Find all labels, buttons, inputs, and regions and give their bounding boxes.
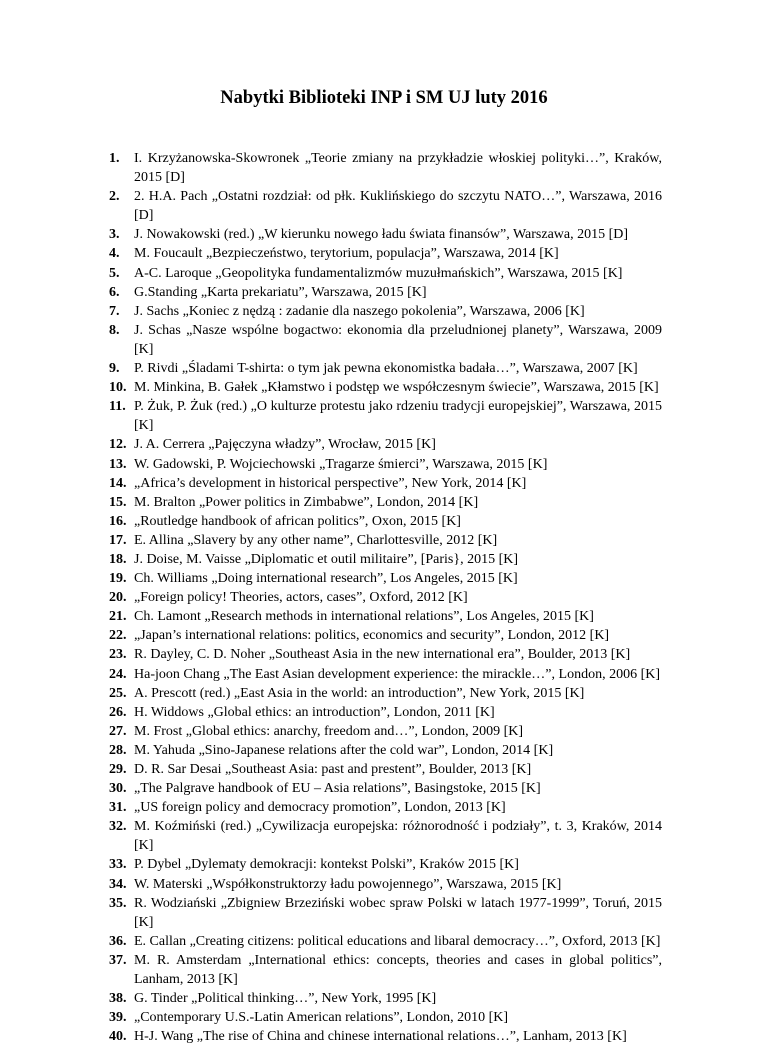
item-number: 40. (109, 1029, 127, 1045)
item-text: Ha-joon Chang „The East Asian development experience: the mirackle…”, London, 2006 [K] (134, 666, 660, 682)
item-number: 11. (109, 399, 126, 415)
item-number: 3. (109, 227, 120, 243)
list-item (109, 645, 662, 664)
item-text: „Foreign policy! Theories, actors, cases”, Oxford, 2012 [K] (134, 590, 468, 606)
item-number: 32. (109, 819, 127, 835)
item-number: 10. (109, 380, 127, 396)
item-text: D. R. Sar Desai „Southeast Asia: past and prestent”, Boulder, 2013 [K] (134, 762, 532, 777)
item-number: 38. (109, 991, 127, 1007)
item-text: J. Schas „Nasze wspólne bogactwo: ekonomia dla przeludnionej planety”, Warszawa, 2009 [K] (134, 322, 662, 357)
list-item (109, 455, 662, 474)
item-text: J. Nowakowski (red.) „W kierunku nowego ładu świata finansów”, Warszawa, 2015 [D] (134, 227, 629, 243)
item-number: 16. (109, 513, 127, 529)
item-number: 27. (109, 723, 127, 739)
list-item (109, 760, 662, 779)
list-item (109, 989, 662, 1008)
item-text: M. Foucault „Bezpieczeństwo, terytorium, populacja”, Warszawa, 2014 [K] (134, 246, 559, 262)
item-text: Ch. Williams „Doing international research”, Los Angeles, 2015 [K] (134, 571, 518, 587)
item-number: 22. (109, 628, 127, 644)
item-number: 5. (109, 265, 120, 281)
list-item (109, 932, 662, 951)
item-text: R. Wodziański „Zbigniew Brzeziński wobec spraw Polski w latach 1977-1999”, Toruń, 2015 [K] (134, 895, 662, 930)
item-number: 30. (109, 781, 127, 797)
list-item (109, 722, 662, 741)
list-item (109, 588, 662, 607)
list-item (109, 321, 662, 359)
list-item (109, 741, 662, 760)
item-number: 28. (109, 742, 127, 758)
item-number: 37. (109, 952, 127, 968)
list-item (109, 531, 662, 550)
item-text: J. A. Cerrera „Pajęczyna władzy”, Wrocław, 2015 [K] (134, 437, 436, 453)
item-number: 8. (109, 322, 120, 338)
item-text: G.Standing „Karta prekariatu”, Warszawa, 2015 [K] (134, 284, 427, 300)
list-item (109, 474, 662, 493)
item-number: 34. (109, 876, 127, 892)
item-number: 23. (109, 647, 127, 663)
item-number: 31. (109, 800, 127, 816)
item-text: M. Yahuda „Sino-Japanese relations after the cold war”, London, 2014 [K] (134, 742, 554, 758)
document-title: Nabytki Biblioteki INP i SM UJ luty 2016 (220, 88, 548, 108)
list-item (109, 378, 662, 397)
item-text: A-C. Laroque „Geopolityka fundamentalizmów muzułmańskich”, Warszawa, 2015 [K] (134, 265, 623, 281)
item-text: W. Materski „Współkonstruktorzy ładu powojennego”, Warszawa, 2015 [K] (134, 876, 562, 892)
list-item (109, 894, 662, 932)
item-number: 36. (109, 933, 127, 949)
item-text: P. Dybel „Dylematy demokracji: kontekst Polski”, Kraków 2015 [K] (134, 857, 519, 873)
list-item (109, 435, 662, 454)
list-item (109, 951, 662, 989)
list-item (109, 493, 662, 512)
item-number: 26. (109, 704, 127, 720)
list-item (109, 1027, 662, 1046)
list-item (109, 264, 662, 283)
list-item (109, 512, 662, 531)
item-number: 33. (109, 857, 127, 873)
item-number: 12. (109, 437, 127, 453)
item-number: 7. (109, 303, 120, 319)
list-item (109, 703, 662, 722)
item-text: Ch. Lamont „Research methods in international relations”, Los Angeles, 2015 [K] (134, 609, 594, 625)
item-text: M. Minkina, B. Gałek „Kłamstwo i podstęp we współczesnym świecie”, Warszawa, 2015 [K] (134, 380, 659, 396)
item-number: 6. (109, 284, 120, 300)
item-number: 19. (109, 571, 127, 587)
item-text: „US foreign policy and democracy promotion”, London, 2013 [K] (134, 800, 506, 816)
list-item (109, 684, 662, 703)
list-item (109, 665, 662, 684)
list-item (109, 302, 662, 321)
item-text: P. Rivdi „Śladami T-shirta: o tym jak pewna ekonomistka badała…”, Warszawa, 2007 [K] (134, 361, 638, 377)
list-item (109, 607, 662, 626)
item-number: 17. (109, 532, 127, 548)
item-text: 2. H.A. Pach „Ostatni rozdział: od płk. Kuklińskiego do szczytu NATO…”, Warszawa, 2016 [D] (134, 189, 662, 224)
list-item (109, 855, 662, 874)
item-text: J. Doise, M. Vaisse „Diplomatic et outil militaire”, [Paris}, 2015 [K] (134, 551, 519, 567)
item-number: 18. (109, 551, 127, 567)
list-item (109, 187, 662, 225)
item-number: 25. (109, 685, 127, 701)
list-item (109, 550, 662, 569)
item-text: P. Żuk, P. Żuk (red.) „O kulturze protestu jako rdzeniu tradycji europejskiej”, Warszawa, 2015 [K] (134, 399, 662, 434)
item-number: 4. (109, 246, 120, 262)
item-text: „The Palgrave handbook of EU – Asia relations”, Basingstoke, 2015 [K] (134, 781, 541, 797)
item-text: A. Prescott (red.) „East Asia in the world: an introduction”, New York, 2015 [K] (134, 685, 585, 701)
list-item (109, 798, 662, 817)
item-text: M. R. Amsterdam „International ethics: concepts, theories and cases in global politics”, Lanham, 2013 [K] (134, 952, 662, 988)
list-item (109, 283, 662, 302)
list-item (109, 875, 662, 894)
item-number: 9. (109, 361, 120, 377)
item-text: J. Sachs „Koniec z nędzą : zadanie dla naszego pokolenia”, Warszawa, 2006 [K] (134, 303, 585, 319)
item-number: 2. (109, 189, 120, 205)
item-text: E. Allina „Slavery by any other name”, Charlottesville, 2012 [K] (134, 532, 498, 548)
item-text: M. Bralton „Power politics in Zimbabwe”, London, 2014 [K] (134, 494, 479, 510)
item-text: „Contemporary U.S.-Latin American relations”, London, 2010 [K] (134, 1010, 509, 1026)
list-item (109, 817, 662, 855)
item-text: H. Widdows „Global ethics: an introduction”, London, 2011 [K] (134, 704, 495, 720)
item-number: 21. (109, 609, 127, 625)
item-number: 39. (109, 1010, 127, 1026)
item-text: G. Tinder „Political thinking…”, New York, 1995 [K] (134, 991, 437, 1007)
item-text: R. Dayley, C. D. Noher „Southeast Asia in the new international era”, Boulder, 2013 [K] (134, 647, 631, 663)
list-item (109, 149, 662, 187)
item-number: 24. (109, 666, 127, 682)
item-text: „Africa’s development in historical perspective”, New York, 2014 [K] (134, 475, 527, 491)
item-text: M. Frost „Global ethics: anarchy, freedom and…”, London, 2009 [K] (134, 723, 524, 739)
item-number: 15. (109, 494, 127, 510)
item-text: „Routledge handbook of african politics”, Oxon, 2015 [K] (134, 513, 461, 529)
item-number: 1. (109, 151, 120, 166)
list-item (109, 779, 662, 798)
item-text: „Japan’s international relations: politics, economics and security”, London, 2012 [K] (134, 628, 610, 644)
item-text: H-J. Wang „The rise of China and chinese international relations…”, Lanham, 2013 [K] (134, 1029, 627, 1045)
list-item (109, 1008, 662, 1027)
item-number: 13. (109, 456, 127, 472)
item-number: 35. (109, 895, 127, 911)
list-item (109, 244, 662, 263)
list-item (109, 626, 662, 645)
list-item (109, 359, 662, 378)
list-item (109, 397, 662, 435)
item-number: 20. (109, 590, 127, 606)
acquisitions-list (109, 149, 662, 1046)
list-item (109, 569, 662, 588)
item-number: 14. (109, 475, 127, 491)
item-text: I. Krzyżanowska-Skowronek „Teorie zmiany na przykładzie włoskiej polityki…”, Kraków, 2015 [D] (134, 151, 662, 186)
item-number: 29. (109, 762, 127, 777)
item-text: M. Koźmiński (red.) „Cywilizacja europejska: różnorodność i podziały”, t. 3, Kraków, 2014 [K] (134, 819, 662, 854)
list-item (109, 225, 662, 244)
item-text: E. Callan „Creating citizens: political educations and libaral democracy…”, Oxford, 2013 [K] (134, 933, 661, 949)
item-text: W. Gadowski, P. Wojciechowski „Tragarze śmierci”, Warszawa, 2015 [K] (134, 456, 548, 472)
